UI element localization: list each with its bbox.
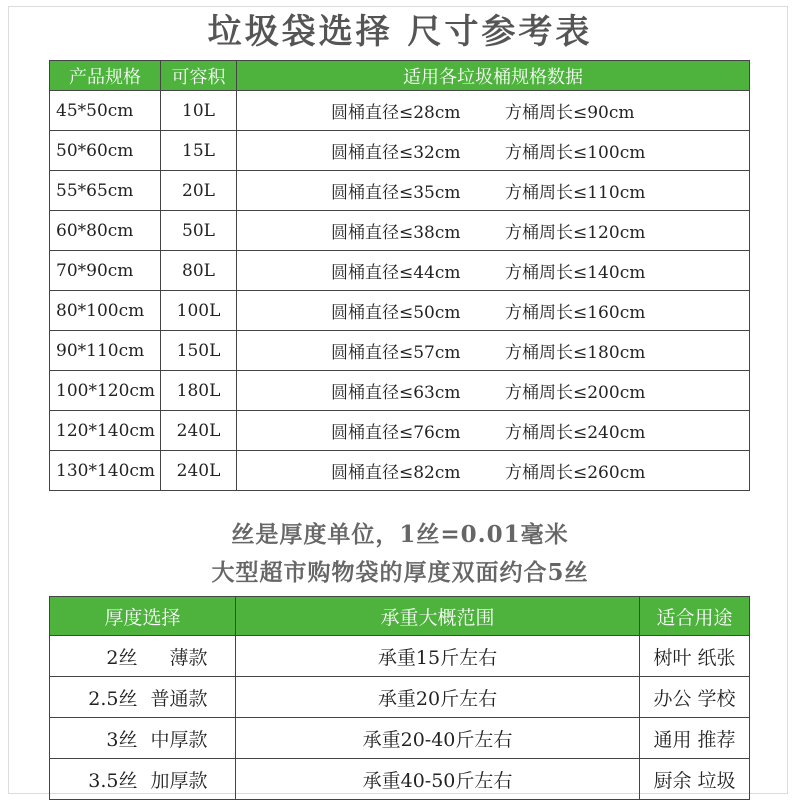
load-range-cell: 承重15斤左右 — [236, 636, 640, 677]
bin-spec-cell — [237, 251, 750, 291]
round-bin-diameter: 圆桶直径≤28cm — [331, 103, 461, 123]
round-bin-diameter: 圆桶直径≤63cm — [331, 383, 461, 403]
bin-spec-cell — [237, 291, 750, 331]
square-bin-perimeter: 方桶周长≤260cm — [505, 463, 646, 483]
square-bin-perimeter: 方桶周长≤180cm — [505, 343, 646, 363]
header-product-size: 产品规格 — [50, 61, 161, 91]
note-unit-definition: 丝是厚度单位，1丝=0.01毫米 — [231, 521, 569, 548]
volume-cell: 180L — [161, 371, 237, 411]
table-row — [50, 331, 750, 371]
bin-spec-cell — [237, 171, 750, 211]
square-bin-perimeter: 方桶周长≤110cm — [505, 183, 646, 203]
round-bin-diameter: 圆桶直径≤44cm — [331, 263, 461, 283]
table-row — [50, 211, 750, 251]
thickness-cell — [50, 759, 236, 800]
use-cell: 树叶 纸张 — [640, 636, 750, 677]
thickness-table — [49, 596, 750, 800]
thickness-value: 3.5丝 — [88, 769, 138, 792]
header-thickness: 厚度选择 — [50, 597, 236, 636]
volume-cell: 240L — [161, 411, 237, 451]
round-bin-diameter: 圆桶直径≤32cm — [331, 143, 461, 163]
round-bin-diameter: 圆桶直径≤76cm — [331, 423, 461, 443]
size-cell: 120*140cm — [50, 411, 161, 451]
load-range-cell: 承重20斤左右 — [236, 677, 640, 718]
thickness-kind: 普通款 — [150, 687, 208, 710]
table-row — [50, 171, 750, 211]
bin-spec-cell — [237, 91, 750, 131]
square-bin-perimeter: 方桶周长≤100cm — [505, 143, 646, 163]
round-bin-diameter: 圆桶直径≤50cm — [331, 303, 461, 323]
volume-cell: 240L — [161, 451, 237, 491]
thickness-kind: 中厚款 — [150, 728, 208, 751]
thickness-value: 2丝 — [106, 646, 138, 669]
thickness-value: 3丝 — [106, 728, 138, 751]
thickness-cell — [50, 636, 236, 677]
header-bin-spec: 适用各垃圾桶规格数据 — [237, 61, 750, 91]
use-cell: 通用 推荐 — [640, 718, 750, 759]
load-range-cell: 承重20-40斤左右 — [236, 718, 640, 759]
table-row — [50, 718, 750, 759]
size-cell: 45*50cm — [50, 91, 161, 131]
size-table-header-row — [50, 61, 750, 91]
table-row — [50, 371, 750, 411]
square-bin-perimeter: 方桶周长≤120cm — [505, 223, 646, 243]
thickness-kind: 薄款 — [169, 646, 208, 669]
thickness-cell — [50, 718, 236, 759]
bin-spec-cell — [237, 331, 750, 371]
square-bin-perimeter: 方桶周长≤140cm — [505, 263, 646, 283]
bin-spec-cell — [237, 371, 750, 411]
table-row — [50, 451, 750, 491]
use-cell: 厨余 垃圾 — [640, 759, 750, 800]
thickness-cell — [50, 677, 236, 718]
square-bin-perimeter: 方桶周长≤240cm — [505, 423, 646, 443]
thickness-value: 2.5丝 — [88, 687, 138, 710]
table-row — [50, 251, 750, 291]
header-load-range: 承重大概范围 — [236, 597, 640, 636]
bin-spec-cell — [237, 411, 750, 451]
size-cell: 100*120cm — [50, 371, 161, 411]
bin-spec-cell — [237, 211, 750, 251]
size-cell: 70*90cm — [50, 251, 161, 291]
volume-cell: 150L — [161, 331, 237, 371]
round-bin-diameter: 圆桶直径≤82cm — [331, 463, 461, 483]
thickness-kind: 加厚款 — [150, 769, 208, 792]
square-bin-perimeter: 方桶周长≤160cm — [505, 303, 646, 323]
size-cell: 80*100cm — [50, 291, 161, 331]
page-title: 垃圾袋选择 尺寸参考表 — [207, 12, 593, 52]
size-reference-table — [49, 60, 750, 491]
use-cell: 办公 学校 — [640, 677, 750, 718]
volume-cell: 10L — [161, 91, 237, 131]
table-row — [50, 411, 750, 451]
volume-cell: 50L — [161, 211, 237, 251]
volume-cell: 20L — [161, 171, 237, 211]
note-supermarket-bag: 大型超市购物袋的厚度双面约合5丝 — [211, 559, 589, 586]
round-bin-diameter: 圆桶直径≤35cm — [331, 183, 461, 203]
volume-cell: 100L — [161, 291, 237, 331]
volume-cell: 15L — [161, 131, 237, 171]
bin-spec-cell — [237, 451, 750, 491]
size-cell: 130*140cm — [50, 451, 161, 491]
table-row — [50, 636, 750, 677]
bin-spec-cell — [237, 131, 750, 171]
square-bin-perimeter: 方桶周长≤90cm — [505, 103, 635, 123]
size-cell: 50*60cm — [50, 131, 161, 171]
header-volume: 可容积 — [161, 61, 237, 91]
size-cell: 55*65cm — [50, 171, 161, 211]
size-cell: 60*80cm — [50, 211, 161, 251]
table-row — [50, 131, 750, 171]
round-bin-diameter: 圆桶直径≤38cm — [331, 223, 461, 243]
table-row — [50, 291, 750, 331]
volume-cell: 80L — [161, 251, 237, 291]
load-range-cell: 承重40-50斤左右 — [236, 759, 640, 800]
round-bin-diameter: 圆桶直径≤57cm — [331, 343, 461, 363]
size-cell: 90*110cm — [50, 331, 161, 371]
header-use: 适合用途 — [640, 597, 750, 636]
square-bin-perimeter: 方桶周长≤200cm — [505, 383, 646, 403]
table-row — [50, 759, 750, 800]
table-row — [50, 677, 750, 718]
table-row — [50, 91, 750, 131]
thickness-table-header-row — [50, 597, 750, 636]
